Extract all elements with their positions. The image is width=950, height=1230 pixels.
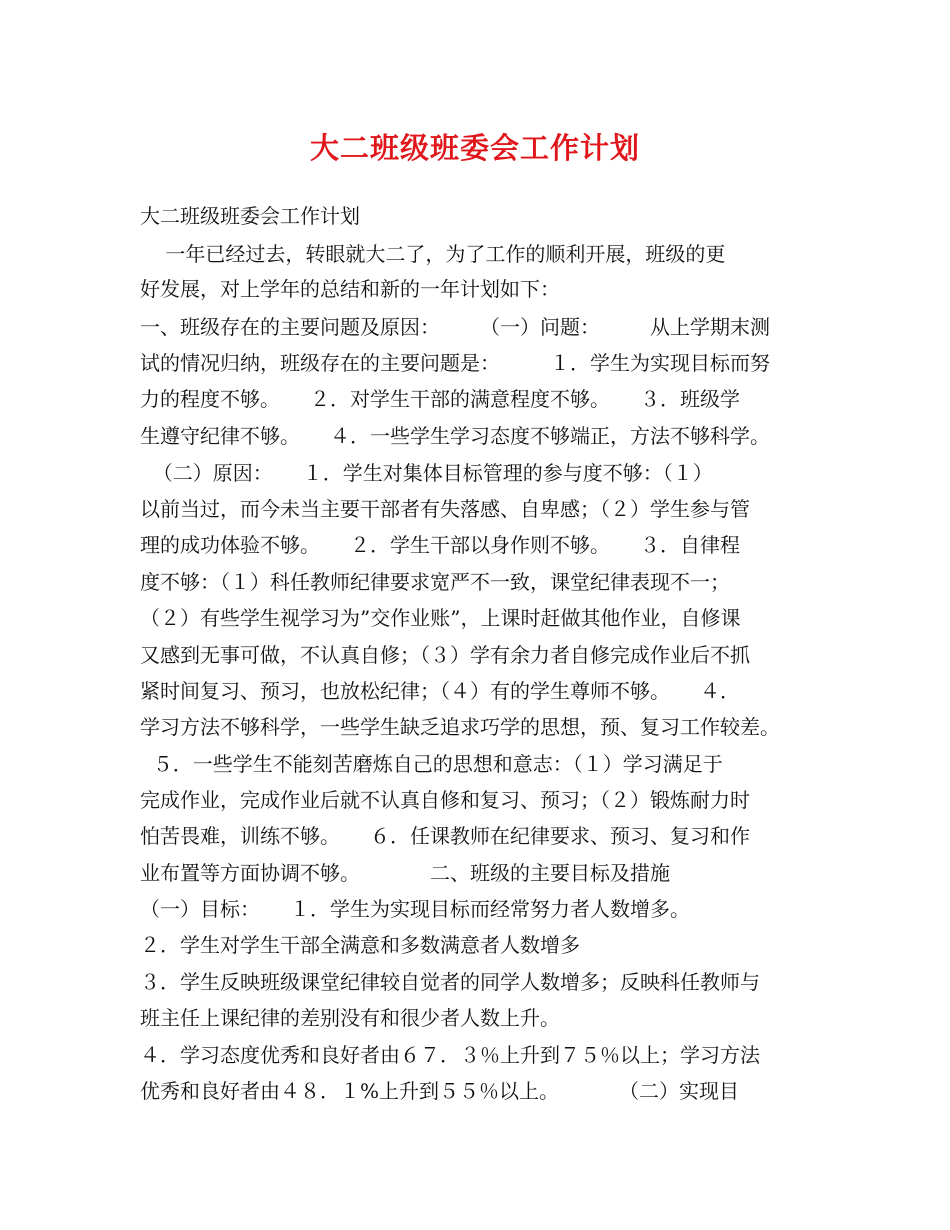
text-line-9: 以前当过，而今未当主要干部者有失落感、自卑感；（２）学生参与管 [140,497,750,521]
text-line-20: （一）目标： １．学生为实现目标而经常努力者人数增多。 [140,897,690,921]
text-line-23: 班主任上课纪律的差别没有和很少者人数上升。 [140,1006,560,1030]
text-line-2: 一年已经过去，转眼就大二了，为了工作的顺利开展，班级的更 [140,242,726,266]
text-line-13: 又感到无事可做，不认真自修；（３）学有余力者自修完成作业后不抓 [140,643,750,667]
text-line-5: 试的情况归纳，班级存在的主要问题是： １．学生为实现目标而努 [140,351,770,375]
text-line-3: 好发展，对上学年的总结和新的一年计划如下： [140,277,560,301]
text-line-7: 生遵守纪律不够。 ４．一些学生学习态度不够端正，方法不够科学。 [140,424,770,448]
text-line-24: ４．学习态度优秀和良好者由６７．３％上升到７５％以上；学习方法 [140,1043,760,1067]
text-line-15: 学习方法不够科学，一些学生缺乏追求巧学的思想，预、复习工作较差。 [140,715,780,739]
text-line-14: 紧时间复习、预习，也放松纪律；（４）有的学生尊师不够。 ４． [140,679,740,703]
text-line-4: 一、班级存在的主要问题及原因： （一）问题： 从上学期末测 [140,315,770,339]
text-line-17: 完成作业，完成作业后就不认真自修和复习、预习；（２）锻炼耐力时 [140,788,750,812]
text-line-22: ３．学生反映班级课堂纪律较自觉者的同学人数增多；反映科任教师与 [140,970,760,994]
text-line-6: 力的程度不够。 ２．对学生干部的满意程度不够。 ３．班级学 [140,387,740,411]
text-line-25: 优秀和良好者由４８．１%上升到５５％以上。 （二）实现目 [140,1079,740,1103]
text-line-21: ２．学生对学生干部全满意和多数满意者人数增多 [140,933,580,957]
text-line-10: 理的成功体验不够。 ２．学生干部以身作则不够。 ３．自律程 [140,533,740,557]
text-line-16: ５．一些学生不能刻苦磨炼自己的思想和意志：（１）学习满足于 [140,752,723,776]
text-line-19: 业布置等方面协调不够。 二、班级的主要目标及措施 [140,861,670,885]
text-line-12: （２）有些学生视学习为”交作业账”，上课时赶做其他作业，自修课 [140,606,741,630]
text-line-8: （二）原因： １．学生对集体目标管理的参与度不够：（１） [140,461,713,485]
document-title: 大二班级班委会工作计划 [309,131,640,165]
text-line-11: 度不够：（１）科任教师纪律要求宽严不一致，课堂纪律表现不一； [140,570,730,594]
text-line-1: 大二班级班委会工作计划 [140,204,360,228]
text-line-18: 怕苦畏难，训练不够。 ６．任课教师在纪律要求、预习、复习和作 [140,824,750,848]
